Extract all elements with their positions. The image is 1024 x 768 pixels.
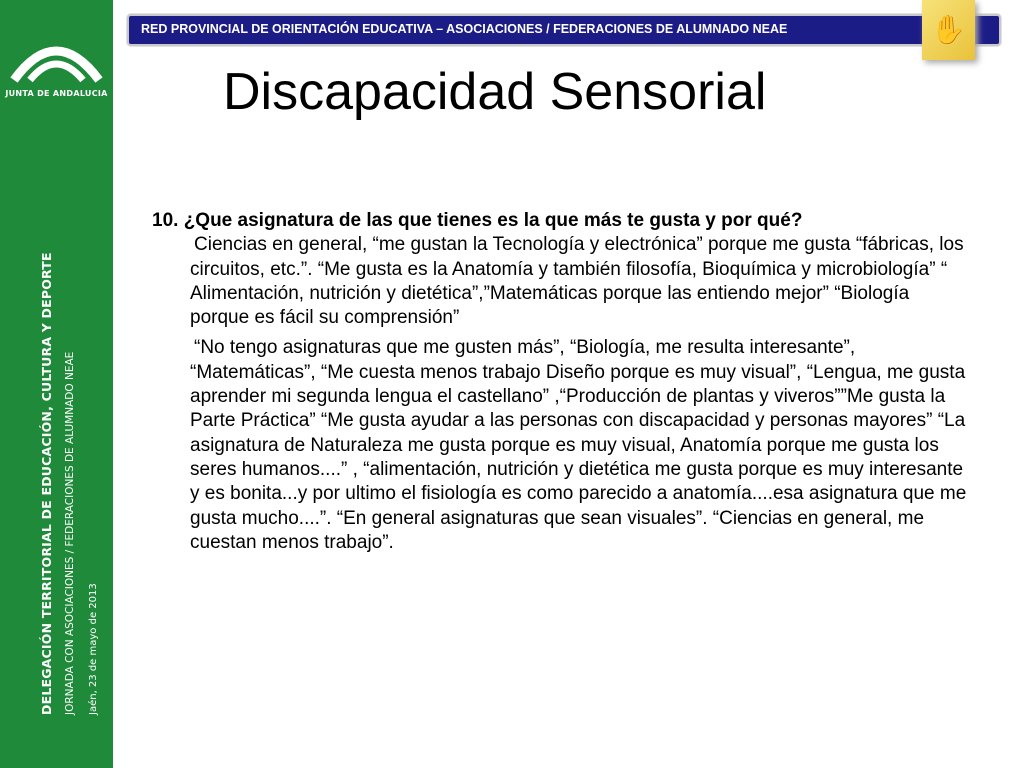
question-heading: 10. ¿Que asignatura de las que tienes es la que más te gusta y por qué? <box>152 210 803 231</box>
answer-paragraph: “No tengo asignaturas que me gusten más”, “Biología, me resulta interesante”, “Matemáticas”, “Me cuesta menos trabajo Diseño porque es muy visual”, “Lengua, me gusta aprender mi segunda lengua el castellano” ,“Producción de plantas y viveros””Me gusta la Parte Práctica” “Me gusta ayudar a las personas con discapacidad y personas mayores” “La asignatura de Naturaleza me gusta porque es muy visual, Anatomía porque me gusta los seres humanos....” , “alimentación, nutrición y dietética me gusta porque es muy interesante y es bonita...y por ultimo el fisiología es como parecido a anatomía....esa asignatura que me gusta mucho....”. “En general asignaturas que sean visuales”. “Ciencias en general, me cuestan menos trabajo”. <box>190 337 967 553</box>
delegation-label: DELEGACIÓN TERRITORIAL DE EDUCACIÓN, CULTURA Y DEPORTE <box>39 252 54 715</box>
hands-image <box>922 0 975 60</box>
slide-title: Discapacidad Sensorial <box>223 63 767 121</box>
event-label: JORNADA CON ASOCIACIONES / FEDERACIONES DE ALUMNADO NEAE <box>64 351 76 715</box>
junta-logo <box>0 0 113 130</box>
banner-text: RED PROVINCIAL DE ORIENTACIÓN EDUCATIVA – ASOCIACIONES / FEDERACIONES DE ALUMNADO NEAE <box>141 22 788 36</box>
hands-icon: ✋ <box>931 14 966 45</box>
answer-paragraph: Ciencias en general, “me gustan la Tecnología y electrónica” porque me gusta “fábricas, los circuitos, etc.”. “Me gusta es la Anatomía y también filosofía, Bioquímica y microbiología” “ Alimentación, nutrición y dietética”,”Matemáticas porque las entiendo mejor” “Biología porque es fácil su comprensión” <box>190 234 964 329</box>
sidebar <box>0 0 113 768</box>
slide-content <box>152 209 972 561</box>
logo-text: JUNTA DE ANDALUCIA <box>5 89 108 98</box>
date-label: Jaén, 23 de mayo de 2013 <box>88 583 99 715</box>
junta-arch-icon <box>8 28 105 84</box>
header-banner <box>127 14 1001 46</box>
